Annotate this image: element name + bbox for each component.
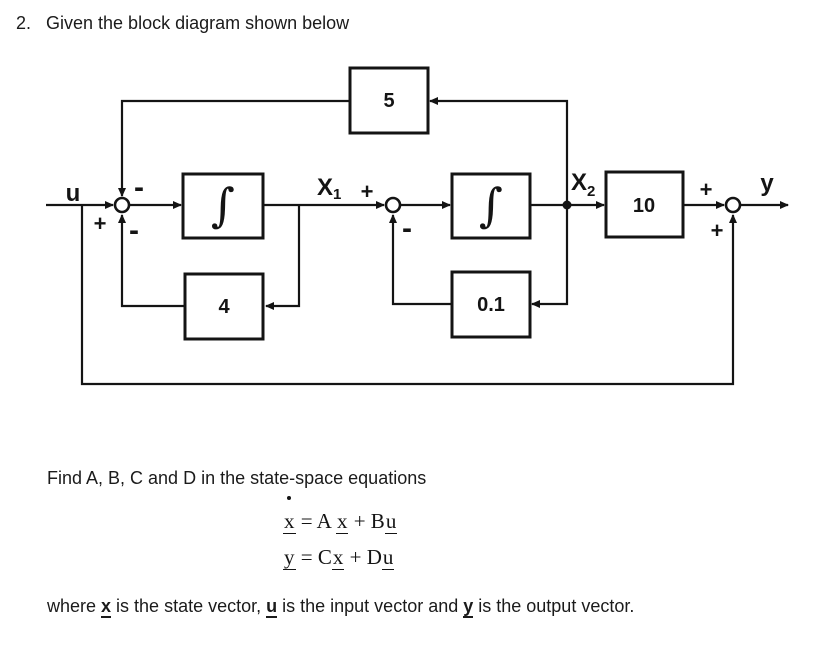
sum1-top-minus-sign: - bbox=[134, 171, 144, 204]
where-p4: is the output vector. bbox=[473, 596, 635, 616]
where-p3: is the input vector and bbox=[277, 596, 464, 616]
where-x-vector: x bbox=[101, 596, 112, 616]
state-equation bbox=[283, 503, 397, 539]
eq1-x-vector: x bbox=[336, 509, 348, 533]
problem-number: 2. bbox=[16, 13, 32, 33]
state-x1-label bbox=[317, 174, 341, 203]
where-definition bbox=[47, 596, 634, 617]
gain5-label: 5 bbox=[383, 90, 395, 112]
state-x1-base: X bbox=[317, 174, 334, 201]
sum-junction-2 bbox=[386, 198, 400, 212]
state-x2-base: X bbox=[571, 169, 588, 196]
eq1-u-vector: u bbox=[385, 509, 397, 533]
gain10-label: 10 bbox=[632, 195, 656, 217]
x-dot-letter: x bbox=[284, 509, 295, 533]
sum3-bottom-plus-sign: + bbox=[710, 218, 724, 243]
integrator1-symbol: ∫ bbox=[211, 178, 235, 232]
input-u-label: u bbox=[65, 180, 81, 207]
sum-junction-3 bbox=[726, 198, 740, 212]
eq2-equals-C: = C bbox=[295, 545, 332, 569]
state-x2-label bbox=[571, 169, 595, 200]
eq2-u-vector: u bbox=[382, 545, 394, 569]
state-x1-subscript: 1 bbox=[333, 186, 342, 203]
sum1-left-plus-sign: + bbox=[93, 211, 107, 236]
wire-x1-branch-to-gain4 bbox=[266, 205, 299, 306]
where-p2: is the state vector, bbox=[111, 596, 267, 616]
eq1-equals-A: = A bbox=[295, 509, 331, 533]
gain4-label: 4 bbox=[218, 296, 230, 318]
output-equation bbox=[283, 539, 397, 575]
sum3-left-plus-sign: + bbox=[699, 177, 713, 202]
x-dot-term bbox=[283, 503, 296, 539]
eq2-y-vector: y bbox=[284, 545, 295, 569]
problem-title-text: Given the block diagram shown below bbox=[46, 13, 350, 33]
derivative-dot bbox=[287, 496, 291, 500]
wire-x2-branch-to-gain01 bbox=[532, 205, 567, 304]
where-y-vector: y bbox=[463, 596, 474, 616]
eq1-plus-B: + B bbox=[348, 509, 385, 533]
find-instruction: Find A, B, C and D in the state-space equations bbox=[47, 468, 427, 488]
sum-junction-1 bbox=[115, 198, 129, 212]
gain01-label: 0.1 bbox=[477, 294, 505, 316]
output-y-label: y bbox=[760, 170, 774, 197]
junction-dot-x2 bbox=[563, 201, 572, 210]
where-p1: where bbox=[47, 596, 102, 616]
state-x2-subscript: 2 bbox=[587, 183, 596, 200]
where-u-vector: u bbox=[266, 596, 278, 616]
eq2-x-vector: x bbox=[332, 545, 344, 569]
state-space-equations bbox=[283, 503, 397, 575]
eq2-plus-D: + D bbox=[344, 545, 382, 569]
integrator2-symbol: ∫ bbox=[479, 178, 503, 232]
sum2-bottom-minus-sign: - bbox=[402, 212, 412, 245]
sum1-bottom-minus-sign: - bbox=[129, 214, 139, 247]
sum2-left-plus-sign: + bbox=[360, 179, 374, 204]
